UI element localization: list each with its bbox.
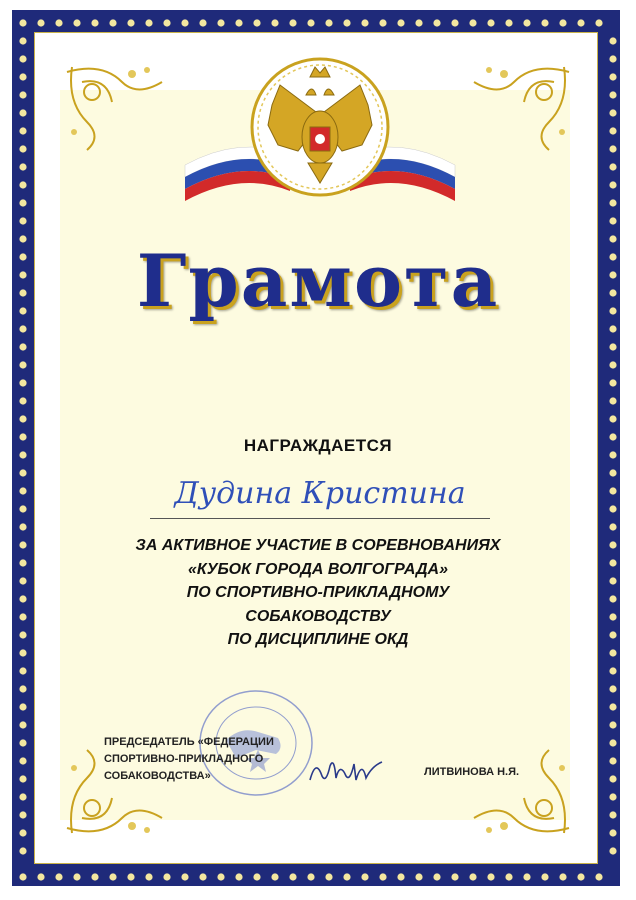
awarded-label: НАГРАЖДАЕТСЯ [243,436,393,455]
corner-ornament-top-left-icon [62,62,182,152]
reason-line: ПО СПОРТИВНО-ПРИКЛАДНОМУ [186,584,450,601]
recipient-name: Дудина Кристина [174,476,466,511]
chairman-title [104,734,304,785]
reason-line: «КУБОК ГОРОДА ВОЛГОГРАДА» [187,560,448,578]
recipient-underline [150,518,490,519]
reason-line: СОБАКОВОДСТВУ [245,607,391,625]
corner-ornament-top-right-icon [454,62,574,152]
reason-line: ПО ДИСЦИПЛИНЕ ОКД [227,631,409,648]
signer-name: ЛИТВИНОВА Н.Я. [424,766,520,778]
chairman-line: СОБАКОВОДСТВА» [104,770,211,782]
award-reason [0,534,636,652]
reason-line: ЗА АКТИВНОЕ УЧАСТИЕ В СОРЕВНОВАНИЯХ [135,537,501,554]
corner-ornament-bottom-right-icon [454,748,574,838]
chairman-line: СПОРТИВНО-ПРИКЛАДНОГО [104,753,264,765]
chairman-line: ПРЕДСЕДАТЕЛЬ «ФЕДЕРАЦИИ [104,736,274,748]
certificate-title: Грамота [136,238,500,323]
handwritten-signature-icon [306,752,386,788]
russian-coat-of-arms-icon [180,55,460,205]
